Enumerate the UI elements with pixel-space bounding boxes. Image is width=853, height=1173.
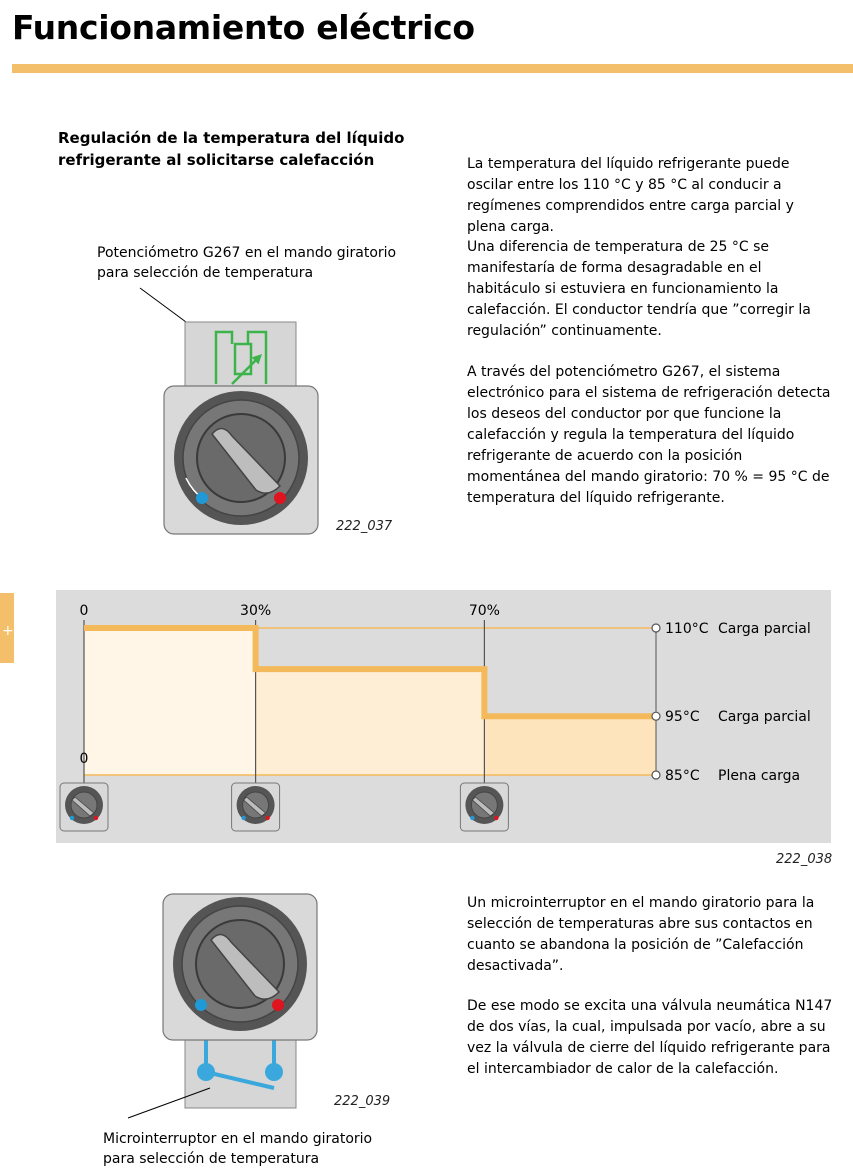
chart-step-fill bbox=[484, 716, 656, 775]
section-heading: Regulación de la temperatura del líquido refrigerante al solicitarse calefacción bbox=[58, 129, 405, 169]
hot-indicator-icon bbox=[274, 492, 286, 504]
chart-right-marker bbox=[652, 771, 660, 779]
chart-right-temp-label: 85°C bbox=[665, 768, 700, 784]
chart-knob-icon bbox=[60, 783, 108, 831]
chart-x-tick-label: 0 bbox=[79, 603, 89, 619]
side-tab-glyph: + bbox=[2, 623, 14, 639]
figure3-id: 222_039 bbox=[334, 1094, 391, 1109]
figure1-caption: Potenciómetro G267 en el mando giratorio para selección de temperatura bbox=[97, 245, 397, 281]
paragraph-valve: De ese modo se excita una válvula neumática N147 de dos vías, la cual, impulsada por vacío, abre a su vez la válvula de cierre del líquido refrigerante para el intercambiador de calor de la calefacción. bbox=[467, 998, 833, 1077]
microswitch-knob-figure bbox=[100, 888, 330, 1133]
cold-indicator-icon bbox=[196, 492, 208, 504]
paragraph-temperature-range: La temperatura del líquido refrigerante puede oscilar entre los 110 °C y 85 °C al conducir a regímenes comprendidos entre carga parcial y plena carga. bbox=[467, 156, 794, 235]
hot-indicator-icon bbox=[272, 999, 284, 1011]
chart-left-axis-label: 0 bbox=[79, 751, 89, 767]
chart-right-load-label: Plena carga bbox=[718, 768, 801, 784]
page-title: Funcionamiento eléctrico bbox=[12, 8, 475, 47]
chart-knob-icon bbox=[460, 783, 508, 831]
chart-right-temp-label: 95°C bbox=[665, 709, 700, 726]
chart-right-temp-label: 110°C bbox=[665, 621, 709, 637]
chart-right-load-label: Carga parcial bbox=[718, 621, 811, 637]
potentiometer-housing bbox=[185, 322, 296, 388]
chart-right-marker bbox=[652, 712, 660, 720]
paragraph-temperature-difference: Una diferencia de temperatura de 25 °C se manifestaría de forma desagradable en el habitáculo si estuviera en funcionamiento la calefacción. El conductor tendría que ”corregir la regulación” continuamente. bbox=[467, 239, 811, 339]
chart-step-fill bbox=[84, 628, 256, 775]
chart-right-marker bbox=[652, 624, 660, 632]
chart-x-tick-label: 70% bbox=[468, 603, 500, 619]
side-tab bbox=[0, 593, 14, 663]
chart-x-tick-label: 30% bbox=[240, 603, 272, 619]
title-rule bbox=[12, 64, 853, 73]
chart-id: 222_038 bbox=[776, 852, 833, 867]
figure3-caption: Microinterruptor en el mando giratorio para selección de temperatura bbox=[103, 1131, 373, 1167]
paragraph-potentiometer: A través del potenciómetro G267, el sistema electrónico para el sistema de refrigeración detecta los deseos del conductor por que funcione la calefacción y regula la temperatura del líquido refrigerante de acuerdo con la posición momentánea del mando giratorio: 70 % = 95 °C de temperatura del líquido refrigerante. bbox=[467, 364, 831, 506]
temperature-regulation-chart bbox=[56, 590, 831, 843]
chart-knob-icon bbox=[232, 783, 280, 831]
chart-step-fill bbox=[256, 669, 485, 775]
figure1-leader-line bbox=[140, 288, 186, 322]
cold-indicator-icon bbox=[195, 999, 207, 1011]
paragraph-microswitch: Un microinterruptor en el mando giratorio para la selección de temperaturas abre sus contactos en cuanto se abandona la posición de ”Calefacción desactivada”. bbox=[467, 895, 815, 974]
potentiometer-knob-figure bbox=[120, 280, 340, 542]
figure1-id: 222_037 bbox=[336, 519, 393, 534]
chart-right-load-label: Carga parcial bbox=[718, 709, 811, 726]
